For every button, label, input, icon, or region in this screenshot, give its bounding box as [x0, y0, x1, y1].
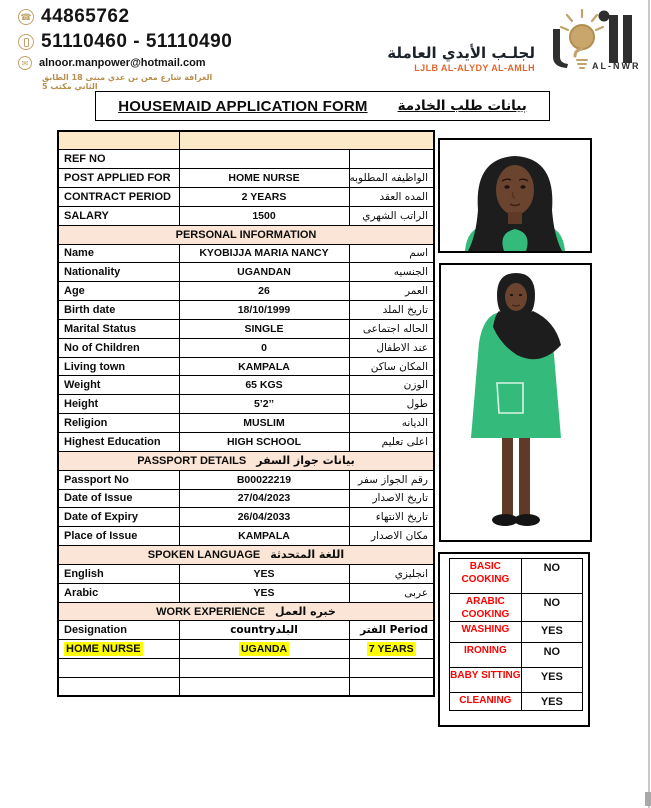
empty-cell — [349, 659, 434, 678]
field-value: SINGLE — [179, 319, 349, 338]
skill-row — [450, 594, 583, 622]
field-value: HOME NURSE — [179, 169, 349, 188]
field-value: 26 — [179, 282, 349, 301]
phone-number-1: 44865762 — [41, 6, 130, 27]
field-label-arabic: انجليزي — [349, 564, 434, 583]
field-label: No of Children — [58, 338, 179, 357]
field-label: Date of Issue — [58, 489, 179, 508]
company-name-transliteration: LJLB AL-ALYDY AL-AMLH — [414, 63, 535, 73]
form-row-section — [58, 602, 434, 621]
field-label-arabic: عربى — [349, 583, 434, 602]
email-address: alnoor.manpower@hotmail.com — [39, 57, 206, 69]
field-label-arabic: رقم الجواز سفر — [349, 470, 434, 489]
field-label: Arabic — [58, 583, 179, 602]
skill-value: YES — [521, 693, 582, 711]
office-address: الغرافة شارع معن بن عدي مبنى 18 الطابق الثاني مكتب 5 — [42, 73, 213, 91]
form-title-en: HOUSEMAID APPLICATION FORM — [118, 97, 368, 115]
field-label-arabic: مكان الاصدار — [349, 527, 434, 546]
field-value: KAMPALA — [179, 357, 349, 376]
section-header-cell: WORK EXPERIENCE خبره العمل — [58, 602, 434, 621]
applicant-fullbody-photo — [439, 263, 592, 542]
experience-country: UGANDA — [179, 640, 349, 659]
field-value: HIGH SCHOOL — [179, 433, 349, 452]
field-label: Place of Issue — [58, 527, 179, 546]
field-label-arabic: تاريخ الملد — [349, 301, 434, 320]
application-table — [57, 130, 435, 697]
section-header-cell: PERSONAL INFORMATION — [58, 225, 434, 244]
empty-cell — [349, 677, 434, 696]
skill-label: IRONING — [450, 643, 522, 668]
lightbulb-logo-icon — [544, 5, 640, 77]
skill-row — [450, 643, 583, 668]
form-title-ar: بيانات طلب الخادمة — [397, 98, 527, 114]
form-row-field — [58, 206, 434, 225]
form-row-field — [58, 357, 434, 376]
skills-table-body — [450, 559, 583, 711]
form-row-field — [58, 564, 434, 583]
form-row-field — [58, 527, 434, 546]
field-value: 5’2’’ — [179, 395, 349, 414]
form-row-field — [58, 263, 434, 282]
form-row-field — [58, 301, 434, 320]
field-label-arabic: طول — [349, 395, 434, 414]
field-label-arabic: المده العقد — [349, 188, 434, 207]
field-label-arabic: الديانه — [349, 414, 434, 433]
skill-label: CLEANING — [450, 693, 522, 711]
form-row-field — [58, 282, 434, 301]
field-label-arabic: العمر — [349, 282, 434, 301]
field-label: CONTRACT PERIOD — [58, 188, 179, 207]
field-value: KAMPALA — [179, 527, 349, 546]
phone-row-1 — [18, 6, 232, 28]
skill-row — [450, 668, 583, 693]
field-label-arabic: الحاله اجتماعى — [349, 319, 434, 338]
application-table-body — [58, 131, 434, 696]
form-row-field — [58, 470, 434, 489]
form-row-empty — [58, 659, 434, 678]
field-value: MUSLIM — [179, 414, 349, 433]
form-row-field — [58, 244, 434, 263]
field-label: Weight — [58, 376, 179, 395]
field-label: SALARY — [58, 206, 179, 225]
field-label-arabic: الواظيفه المطلوبه — [349, 169, 434, 188]
experience-designation: HOME NURSE — [58, 640, 179, 659]
field-label: POST APPLIED FOR — [58, 169, 179, 188]
field-value: 0 — [179, 338, 349, 357]
spacer-cell — [179, 131, 434, 150]
form-row-section — [58, 546, 434, 565]
field-label-arabic: تاريخ الانتهاء — [349, 508, 434, 527]
logo-caption-svg: AL-NWR — [592, 61, 640, 71]
email-row — [18, 56, 232, 70]
field-value: 2 YEARS — [179, 188, 349, 207]
empty-cell — [179, 659, 349, 678]
page-edge-line — [648, 0, 650, 808]
field-value: B00022219 — [179, 470, 349, 489]
brand-text — [375, 44, 535, 73]
form-row-exp_header — [58, 621, 434, 640]
form-row-field — [58, 150, 434, 169]
form-row-field — [58, 376, 434, 395]
applicant-headshot-photo — [438, 138, 592, 253]
fullbody-illustration — [441, 265, 590, 540]
empty-cell — [58, 677, 179, 696]
experience-header-country: countryالبلد — [179, 621, 349, 640]
contact-block — [18, 6, 232, 91]
form-row-empty — [58, 677, 434, 696]
form-row-section — [58, 225, 434, 244]
section-header-cell: SPOKEN LANGUAGE اللغة المتحدثة — [58, 546, 434, 565]
field-value: 65 KGS — [179, 376, 349, 395]
form-row-field — [58, 489, 434, 508]
phone-number-2: 51110460 - 51110490 — [41, 31, 233, 52]
field-label: Nationality — [58, 263, 179, 282]
form-row-field — [58, 414, 434, 433]
form-row-field — [58, 433, 434, 452]
experience-header-period: الفتر Period — [349, 621, 434, 640]
field-label: Birth date — [58, 301, 179, 320]
field-label: Height — [58, 395, 179, 414]
field-value: 27/04/2023 — [179, 489, 349, 508]
section-header-cell: PASSPORT DETAILS بيانات جواز السفر — [58, 451, 434, 470]
field-label-arabic: الجنسيه — [349, 263, 434, 282]
field-label: Living town — [58, 357, 179, 376]
field-label-arabic: اسم — [349, 244, 434, 263]
field-label: REF NO — [58, 150, 179, 169]
field-label: Passport No — [58, 470, 179, 489]
company-name-arabic: لجلـب الأيدي العاملة — [387, 44, 535, 62]
phone-row-2 — [18, 31, 232, 53]
skills-table — [449, 558, 583, 711]
skill-label: BASIC COOKING — [450, 559, 522, 594]
skill-row — [450, 622, 583, 643]
field-value: YES — [179, 583, 349, 602]
field-label-arabic: الوزن — [349, 376, 434, 395]
form-row-field — [58, 319, 434, 338]
field-label: Date of Expiry — [58, 508, 179, 527]
field-value: 26/04/2033 — [179, 508, 349, 527]
skill-value: NO — [521, 643, 582, 668]
experience-period: 7 YEARS — [349, 640, 434, 659]
headshot-illustration — [440, 140, 590, 251]
form-row-field — [58, 338, 434, 357]
skill-value: YES — [521, 622, 582, 643]
field-value — [179, 150, 349, 169]
skill-row — [450, 559, 583, 594]
field-label-arabic: عند الاطفال — [349, 338, 434, 357]
field-value: YES — [179, 564, 349, 583]
field-value: UGANDAN — [179, 263, 349, 282]
empty-cell — [179, 677, 349, 696]
skill-value: NO — [521, 594, 582, 622]
skill-row — [450, 693, 583, 711]
field-value: 1500 — [179, 206, 349, 225]
field-label-arabic: اعلى تعليم — [349, 433, 434, 452]
skill-label: WASHING — [450, 622, 522, 643]
skills-box — [438, 552, 590, 727]
field-label-arabic — [349, 150, 434, 169]
form-row-field — [58, 188, 434, 207]
field-value: 18/10/1999 — [179, 301, 349, 320]
empty-cell — [58, 659, 179, 678]
form-row-field — [58, 169, 434, 188]
email-icon: ✉ — [18, 56, 32, 70]
form-title-box — [95, 91, 550, 121]
field-label: Highest Education — [58, 433, 179, 452]
field-label-arabic: الراتب الشهري — [349, 206, 434, 225]
form-row-spacer — [58, 131, 434, 150]
scrollbar-thumb[interactable] — [645, 792, 651, 806]
field-label: Religion — [58, 414, 179, 433]
form-row-field — [58, 508, 434, 527]
field-label: Age — [58, 282, 179, 301]
field-label: English — [58, 564, 179, 583]
field-label-arabic: تاريخ الاصدار — [349, 489, 434, 508]
field-label: Name — [58, 244, 179, 263]
form-row-field — [58, 583, 434, 602]
mobile-icon — [18, 34, 34, 50]
spacer-cell — [58, 131, 179, 150]
company-logo — [544, 5, 640, 77]
field-value: KYOBIJJA MARIA NANCY — [179, 244, 349, 263]
form-row-section — [58, 451, 434, 470]
form-row-field — [58, 395, 434, 414]
skill-label: BABY SITTING — [450, 668, 522, 693]
skill-value: YES — [521, 668, 582, 693]
form-row-exp_row — [58, 640, 434, 659]
phone-icon: ☎ — [18, 9, 34, 25]
skill-value: NO — [521, 559, 582, 594]
experience-header-designation: Designation — [58, 621, 179, 640]
field-label: Marital Status — [58, 319, 179, 338]
field-label-arabic: المكان ساكن — [349, 357, 434, 376]
skill-label: ARABIC COOKING — [450, 594, 522, 622]
